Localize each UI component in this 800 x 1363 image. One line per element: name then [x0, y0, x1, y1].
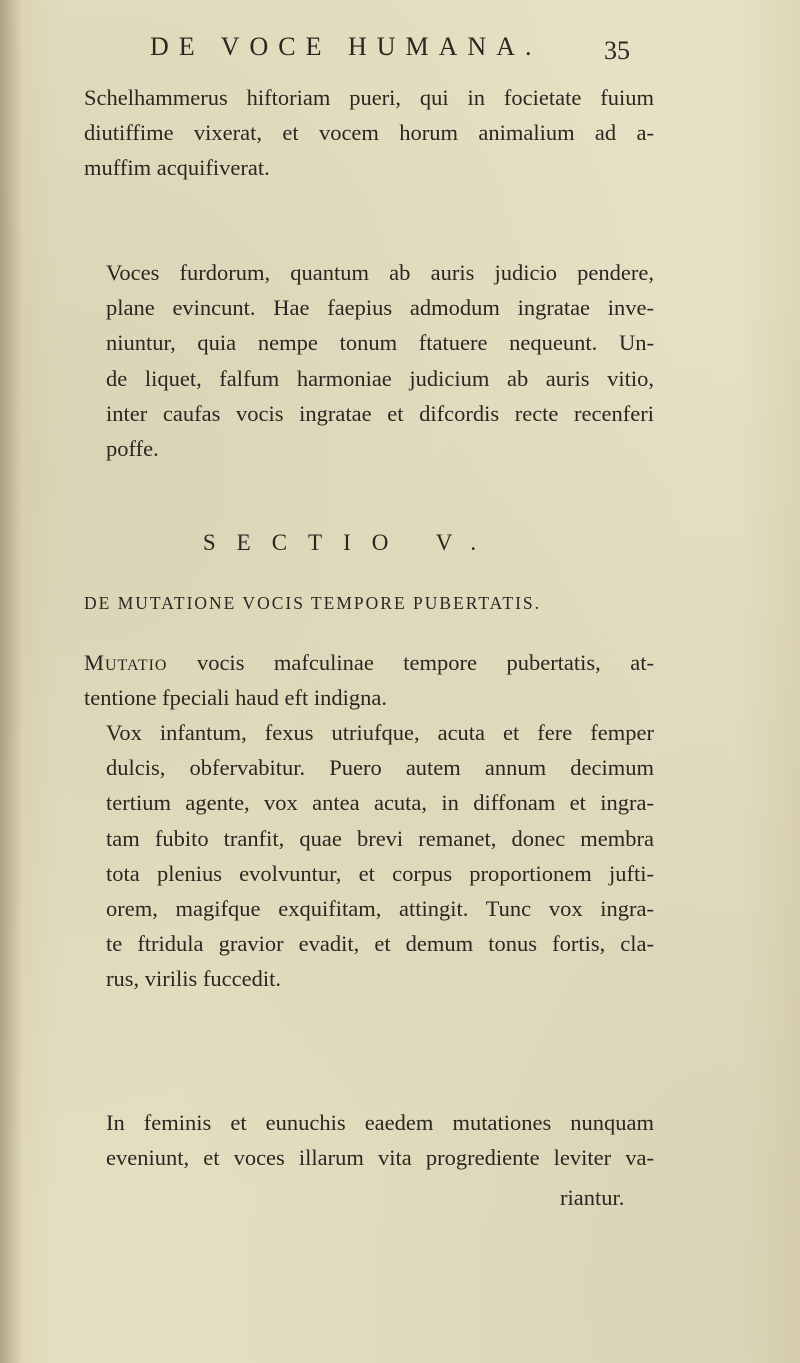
text-line: diutiffime vixerat, et vocem horum animalium ad a- — [84, 120, 654, 146]
text-line: te ftridula gravior evadit, et demum tonus fortis, cla- — [106, 931, 654, 957]
paragraph-2 — [84, 255, 654, 466]
paragraph-3 — [84, 645, 654, 715]
text-line: rus, virilis fuccedit. — [106, 966, 281, 992]
text-line: tam fubito tranfit, quae brevi remanet, donec membra — [106, 825, 654, 851]
text-line: tota plenius evolvuntur, et corpus proportionem jufti- — [106, 860, 654, 886]
lead-word: Mutatio — [84, 650, 168, 675]
text-line: dulcis, obfervabitur. Puero autem annum decimum — [106, 755, 654, 781]
text-line: eveniunt, et voces illarum vita progrediente leviter va- — [106, 1145, 654, 1171]
paragraph-5 — [84, 1105, 654, 1175]
text-line: poffe. — [106, 436, 159, 462]
section-subtitle: DE MUTATIONE VOCIS TEMPORE PUBERTATIS. — [84, 593, 542, 613]
text-line: plane evincunt. Hae faepius admodum ingratae inve- — [106, 295, 654, 321]
spine-shadow — [0, 0, 22, 1363]
paragraph-1 — [84, 80, 654, 186]
page-header — [0, 24, 800, 64]
text-line: tertium agente, vox antea acuta, in diffonam et ingra- — [106, 790, 654, 816]
text-line: niuntur, quia nempe tonum ftatuere nequeunt. Un- — [106, 330, 654, 356]
section-title: SECTIO V. — [202, 530, 498, 555]
text-line: tentione fpeciali haud eft indigna. — [84, 685, 388, 711]
text-line: In feminis et eunuchis eaedem mutationes nunquam — [106, 1110, 654, 1135]
lead-line-rest: vocis mafculinae tempore pubertatis, at- — [167, 650, 654, 675]
text-line — [84, 645, 654, 680]
text-line: Schelhammerus hiftoriam pueri, qui in focietate fuium — [84, 85, 654, 110]
text-line: Voces furdorum, quantum ab auris judicio pendere, — [106, 260, 654, 285]
catchword: riantur. — [560, 1185, 625, 1210]
running-head: DE VOCE HUMANA. — [150, 32, 542, 61]
text-line: Vox infantum, fexus utriufque, acuta et fere femper — [106, 720, 654, 745]
text-line: muffim acquifiverat. — [84, 155, 270, 181]
page-number: 35 — [604, 36, 630, 65]
text-line: de liquet, falfum harmoniae judicium ab auris vitio, — [106, 365, 654, 391]
text-line: inter caufas vocis ingratae et difcordis recte recenferi — [106, 400, 654, 426]
paragraph-4 — [84, 715, 654, 997]
text-line: orem, magifque exquifitam, attingit. Tunc vox ingra- — [106, 896, 654, 922]
